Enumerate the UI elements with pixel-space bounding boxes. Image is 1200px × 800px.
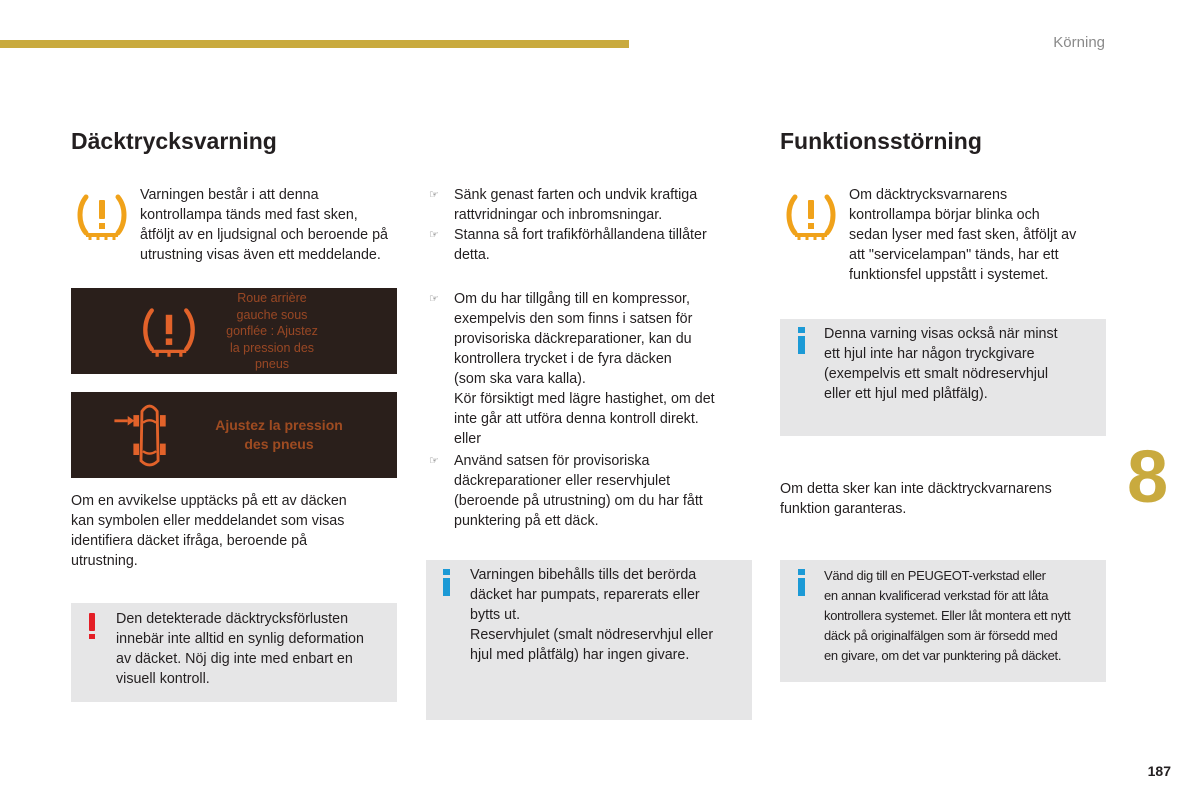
tire-pressure-warning-icon <box>76 193 128 241</box>
text-line: Kör försiktigt med lägre hastighet, om det <box>454 391 715 407</box>
text-line: innebär inte alltid en synlig deformation <box>116 631 364 647</box>
bullet-marker-icon: ☞ <box>429 229 439 241</box>
text-line: Om däcktrycksvarnarens <box>849 187 1008 203</box>
text-line: Om du har tillgång till en kompressor, <box>454 291 691 307</box>
text-line: rattvridningar och inbromsningar. <box>454 207 663 223</box>
text-line: funktionsfel uppstått i systemet. <box>849 267 1049 283</box>
text-line: åtföljt av en ljudsignal och beroende på <box>140 227 388 243</box>
message-line: des pneus <box>244 436 314 452</box>
message-line: pneus <box>254 357 290 371</box>
text-line: identifiera däcket ifråga, beroende på <box>71 533 308 549</box>
right-note-text <box>780 479 1052 519</box>
message-line: Roue arrière <box>237 291 307 305</box>
text-line: hjul med plåtfälg) har ingen givare. <box>470 647 690 663</box>
dashboard-display-wheel-message <box>71 288 397 374</box>
bullet-item <box>426 451 703 531</box>
text-line: Varningen bibehålls tills det berörda <box>470 567 697 583</box>
text-line: provisoriska däckreparationer, kan du <box>454 331 692 347</box>
text-line: inte går att utföra denna kontroll direkt. <box>454 411 699 427</box>
section-label: Körning <box>1053 34 1105 51</box>
text-line: utrustning. <box>71 553 138 569</box>
text-line: en annan kvalificerad verkstad för att låta <box>824 588 1049 603</box>
text-line: Använd satsen för provisoriska <box>454 453 650 469</box>
text-line: Stanna så fort trafikförhållandena tillåter <box>454 227 707 243</box>
warning-box <box>71 603 397 702</box>
bullet-item <box>426 225 707 265</box>
text-line: funktion garanteras. <box>780 501 907 517</box>
tire-pressure-warning-icon <box>785 193 837 241</box>
text-line: (som ska vara kalla). <box>454 371 586 387</box>
header-accent-bar <box>0 40 629 48</box>
text-line: Om detta sker kan inte däcktryckvarnarens <box>780 481 1052 497</box>
right-title: Funktionsstörning <box>780 128 982 154</box>
left-title: Däcktrycksvarning <box>71 128 277 154</box>
text-line: Reservhjulet (smalt nödreservhjul eller <box>470 627 714 643</box>
text-line: Om en avvikelse upptäcks på ett av däcken <box>71 493 347 509</box>
bullet-item <box>426 289 715 449</box>
text-line: däcket har pumpats, reparerats eller <box>470 587 700 603</box>
text-line: Denna varning visas också när minst <box>824 326 1058 342</box>
message-line: la pression des <box>229 340 315 355</box>
message-line: Ajustez la pression <box>215 417 343 433</box>
message-line: gauche sous <box>236 307 308 322</box>
text-line: punktering på ett däck. <box>454 513 599 529</box>
page-number: 187 <box>1147 763 1171 779</box>
info-box-text <box>824 324 1058 404</box>
bullet-marker-icon: ☞ <box>429 293 439 305</box>
text-line: Den detekterade däcktrycksförlusten <box>116 611 349 627</box>
warning-box-text <box>116 609 364 689</box>
dashboard-message <box>209 290 335 373</box>
bullet-marker-icon: ☞ <box>429 455 439 467</box>
left-detect-text <box>71 491 347 571</box>
text-line: kontrollampa börjar blinka och <box>849 207 1040 223</box>
text-line: sedan lyser med fast sken, åtföljt av <box>849 227 1077 243</box>
info-icon <box>792 327 812 353</box>
text-line: kan symbolen eller meddelandet som visas <box>71 513 345 529</box>
text-line: Vänd dig till en PEUGEOT-verkstad eller <box>824 568 1046 583</box>
text-line: däck på originalfälgen som är försedd med <box>824 628 1058 643</box>
text-line: Varningen består i att denna <box>140 187 319 203</box>
text-line: att "servicelampan" tänds, har ett <box>849 247 1059 263</box>
text-line: kontrollera systemet. Eller låt montera ett nytt <box>824 608 1071 623</box>
exclamation-warning-icon <box>85 613 99 639</box>
text-line: utrustning visas även ett meddelande. <box>140 247 381 263</box>
dashboard-message <box>189 416 369 454</box>
bullet-item <box>426 185 697 225</box>
bullet-marker-icon: ☞ <box>429 189 439 201</box>
info-box-text <box>824 566 1070 666</box>
dashboard-display-pressure-message <box>71 392 397 478</box>
text-line: exempelvis den som finns i satsen för <box>454 311 693 327</box>
info-box <box>426 560 752 720</box>
text-line: (exempelvis ett smalt nödreservhjul <box>824 366 1049 382</box>
right-intro-text <box>849 185 1076 285</box>
text-line: Sänk genast farten och undvik kraftiga <box>454 187 698 203</box>
left-intro-text <box>140 185 388 265</box>
text-line: däckreparationer eller reservhjulet <box>454 473 671 489</box>
text-line: kontrollera trycket i de fyra däcken <box>454 351 672 367</box>
text-line: kontrollampa tänds med fast sken, <box>140 207 358 223</box>
text-line: eller <box>454 431 482 447</box>
info-box <box>780 319 1106 436</box>
text-line: visuell kontroll. <box>116 671 210 687</box>
car-wheel-arrow-icon <box>111 398 171 474</box>
tire-pressure-warning-icon <box>141 306 197 358</box>
info-icon <box>792 569 812 595</box>
chapter-number: 8 <box>1127 435 1169 518</box>
info-box-text <box>470 565 713 665</box>
info-icon <box>437 569 457 595</box>
text-line: eller ett hjul med plåtfälg). <box>824 386 988 402</box>
info-box <box>780 560 1106 682</box>
text-line: (beroende på utrustning) om du har fått <box>454 493 703 509</box>
message-line: gonflée : Ajustez <box>226 324 318 338</box>
text-line: av däcket. Nöj dig inte med enbart en <box>116 651 353 667</box>
text-line: ett hjul inte har någon tryckgivare <box>824 346 1035 362</box>
text-line: detta. <box>454 247 490 263</box>
text-line: bytts ut. <box>470 607 521 623</box>
text-line: en givare, om det var punktering på däcket. <box>824 648 1062 663</box>
